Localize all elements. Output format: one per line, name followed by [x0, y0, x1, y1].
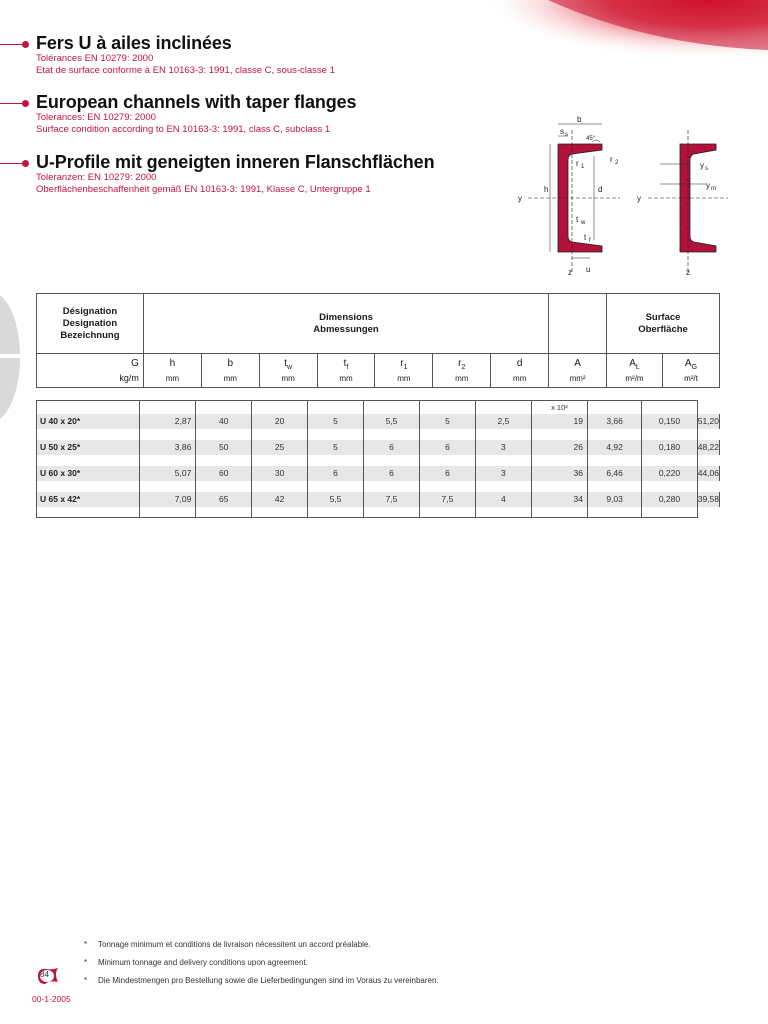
diagram-label-b: b [577, 115, 582, 124]
symbol-cell-tf: $t_f$ mm [317, 354, 375, 388]
diagram-label-u: u [586, 265, 591, 274]
symbol-cell-A: A mm² [549, 354, 607, 388]
publication-date: 00-1-2005 [32, 994, 71, 1004]
symbol-cell-tw: $t_w$ mm [259, 354, 317, 388]
diagram-label-r2: r [610, 155, 613, 164]
diagram-label-ys-sub: s [705, 166, 708, 172]
value-cell: 60 [196, 466, 252, 481]
value-cell: 6 [364, 440, 420, 455]
value-cell: 5 [308, 414, 364, 429]
diagram-label-ss: s [560, 127, 564, 136]
value-cell: 4,92 [587, 440, 641, 455]
diagram-label-r1-sub: 1 [581, 164, 585, 170]
table-row [37, 492, 720, 507]
diagram-label-ym-sub: m [711, 186, 716, 192]
diagram-label-r1: r [576, 159, 579, 168]
footnote-english: * Minimum tonnage and delivery conditions upon agreement. [84, 958, 308, 967]
symbol-cell-b: b mm [201, 354, 259, 388]
value-cell: 2,5 [475, 414, 531, 429]
diagram-label-y: y [518, 194, 522, 203]
value-cell: 6,46 [587, 466, 641, 481]
heading-english [0, 92, 520, 140]
heading-title: European channels with taper flanges [36, 92, 357, 112]
value-cell: 3 [475, 440, 531, 455]
diagram-label-tf-sub: f [589, 238, 591, 244]
value-cell: 39,58 [697, 492, 719, 507]
diagram-label-d: d [598, 185, 603, 194]
bullet-dot [22, 160, 29, 167]
diagram-label-tw: t [576, 215, 579, 224]
designation-cell: U 65 x 42* [37, 492, 140, 507]
diagram-label-tw-sub: w [581, 220, 586, 226]
heading-subline: Tolerances: EN 10279: 2000 [36, 112, 156, 123]
diagram-label-angle: 45° [586, 136, 596, 142]
value-cell: 48,22 [697, 440, 719, 455]
value-cell: 7,09 [139, 492, 195, 507]
value-cell: 30 [252, 466, 308, 481]
value-cell: 3,66 [587, 414, 641, 429]
symbol-cell-AL: $A_L$ m²/m [607, 354, 663, 388]
diagram-label-ys: y [700, 161, 704, 170]
value-cell: 65 [196, 492, 252, 507]
page-number: 84 [40, 970, 49, 979]
diagram-label-ss-sub: s [565, 132, 568, 138]
value-cell: 0,220 [642, 466, 698, 481]
row-spacer [37, 481, 720, 492]
row-spacer [37, 507, 720, 518]
diagram-label-h: h [544, 185, 549, 194]
heading-title: U-Profile mit geneigten inneren Flanschflächen [36, 152, 435, 172]
table-row-units [37, 401, 720, 414]
value-cell: 5,5 [308, 492, 364, 507]
heading-subline: Oberflächenbeschaffenheit gemäß EN 10163-3: 1991, Klasse C, Untergruppe 1 [36, 184, 371, 195]
value-cell: 0,180 [642, 440, 698, 455]
value-cell: 5,5 [364, 414, 420, 429]
diagram-label-z: z [568, 268, 572, 277]
value-cell: 26 [531, 440, 587, 455]
designation-cell: U 40 x 20* [37, 414, 140, 429]
symbol-cell-AG: $A_G$ m²/t [662, 354, 719, 388]
value-cell: 5,07 [139, 466, 195, 481]
heading-subline: Tolérances EN 10279: 2000 [36, 53, 154, 64]
bullet-dot [22, 100, 29, 107]
bullet-dot [22, 41, 29, 48]
value-cell: 7,5 [419, 492, 475, 507]
designation-cell: U 50 x 25* [37, 440, 140, 455]
value-cell: 20 [252, 414, 308, 429]
value-cell: 6 [364, 466, 420, 481]
footnotes [84, 940, 439, 994]
value-cell: 25 [252, 440, 308, 455]
value-cell: 0,150 [642, 414, 698, 429]
heading-subline: Toleranzen: EN 10279: 2000 [36, 172, 157, 183]
value-cell: 51,20 [697, 414, 719, 429]
area-header-blank [549, 294, 607, 354]
value-cell: 5 [308, 440, 364, 455]
diagram-label-ym: y [706, 181, 710, 190]
symbol-cell-r2: $r_2$ mm [433, 354, 491, 388]
heading-subline: Surface condition according to EN 10163-3: 1991, class C, subclass 1 [36, 124, 331, 135]
value-cell: 7,5 [364, 492, 420, 507]
side-tab-decoration [0, 292, 20, 422]
value-cell: 6 [419, 466, 475, 481]
heading-french [0, 33, 520, 81]
symbol-cell-r1: $r_1$ mm [375, 354, 433, 388]
area-factor: x 10² [531, 401, 587, 414]
diagram-label-r2-sub: 2 [615, 160, 619, 166]
diagram-label-y-right: y [637, 194, 641, 203]
value-cell: 5 [419, 414, 475, 429]
properties-data-table [36, 400, 720, 518]
designation-header: Désignation Designation Bezeichnung [37, 294, 144, 354]
properties-header-table [36, 293, 720, 388]
value-cell: 50 [196, 440, 252, 455]
value-cell: 3 [475, 466, 531, 481]
value-cell: 6 [419, 440, 475, 455]
diagram-label-tf: t [584, 233, 587, 242]
value-cell: 0,280 [642, 492, 698, 507]
diagram-label-z-right: z [686, 268, 690, 277]
value-cell: 42 [252, 492, 308, 507]
table-row [37, 414, 720, 429]
heading-german [0, 152, 520, 200]
surface-header: Surface Oberfläche [607, 294, 720, 354]
table-row [37, 466, 720, 481]
value-cell: 3,86 [139, 440, 195, 455]
channel-section-diagram [510, 112, 730, 280]
footnote-french: * Tonnage minimum et conditions de livraison nécessitent un accord préalable. [84, 940, 371, 949]
value-cell: 2,87 [139, 414, 195, 429]
value-cell: 19 [531, 414, 587, 429]
value-cell: 40 [196, 414, 252, 429]
value-cell: 4 [475, 492, 531, 507]
dimensions-header: Dimensions Abmessungen [143, 294, 548, 354]
value-cell: 44,06 [697, 466, 719, 481]
designation-cell: U 60 x 30* [37, 466, 140, 481]
symbol-cell-G: G kg/m [37, 354, 144, 388]
value-cell: 6 [308, 466, 364, 481]
row-spacer [37, 429, 720, 440]
heading-title: Fers U à ailes inclinées [36, 33, 232, 53]
heading-subline: Etat de surface conforme à EN 10163-3: 1991, classe C, sous-classe 1 [36, 65, 335, 76]
value-cell: 36 [531, 466, 587, 481]
row-spacer [37, 455, 720, 466]
footnote-german: * Die Mindestmengen pro Bestellung sowie die Lieferbedingungen sind im Voraus zu vereinbaren. [84, 976, 439, 985]
value-cell: 9,03 [587, 492, 641, 507]
symbol-cell-h: h mm [143, 354, 201, 388]
value-cell: 34 [531, 492, 587, 507]
symbol-cell-d: d mm [491, 354, 549, 388]
table-row [37, 440, 720, 455]
